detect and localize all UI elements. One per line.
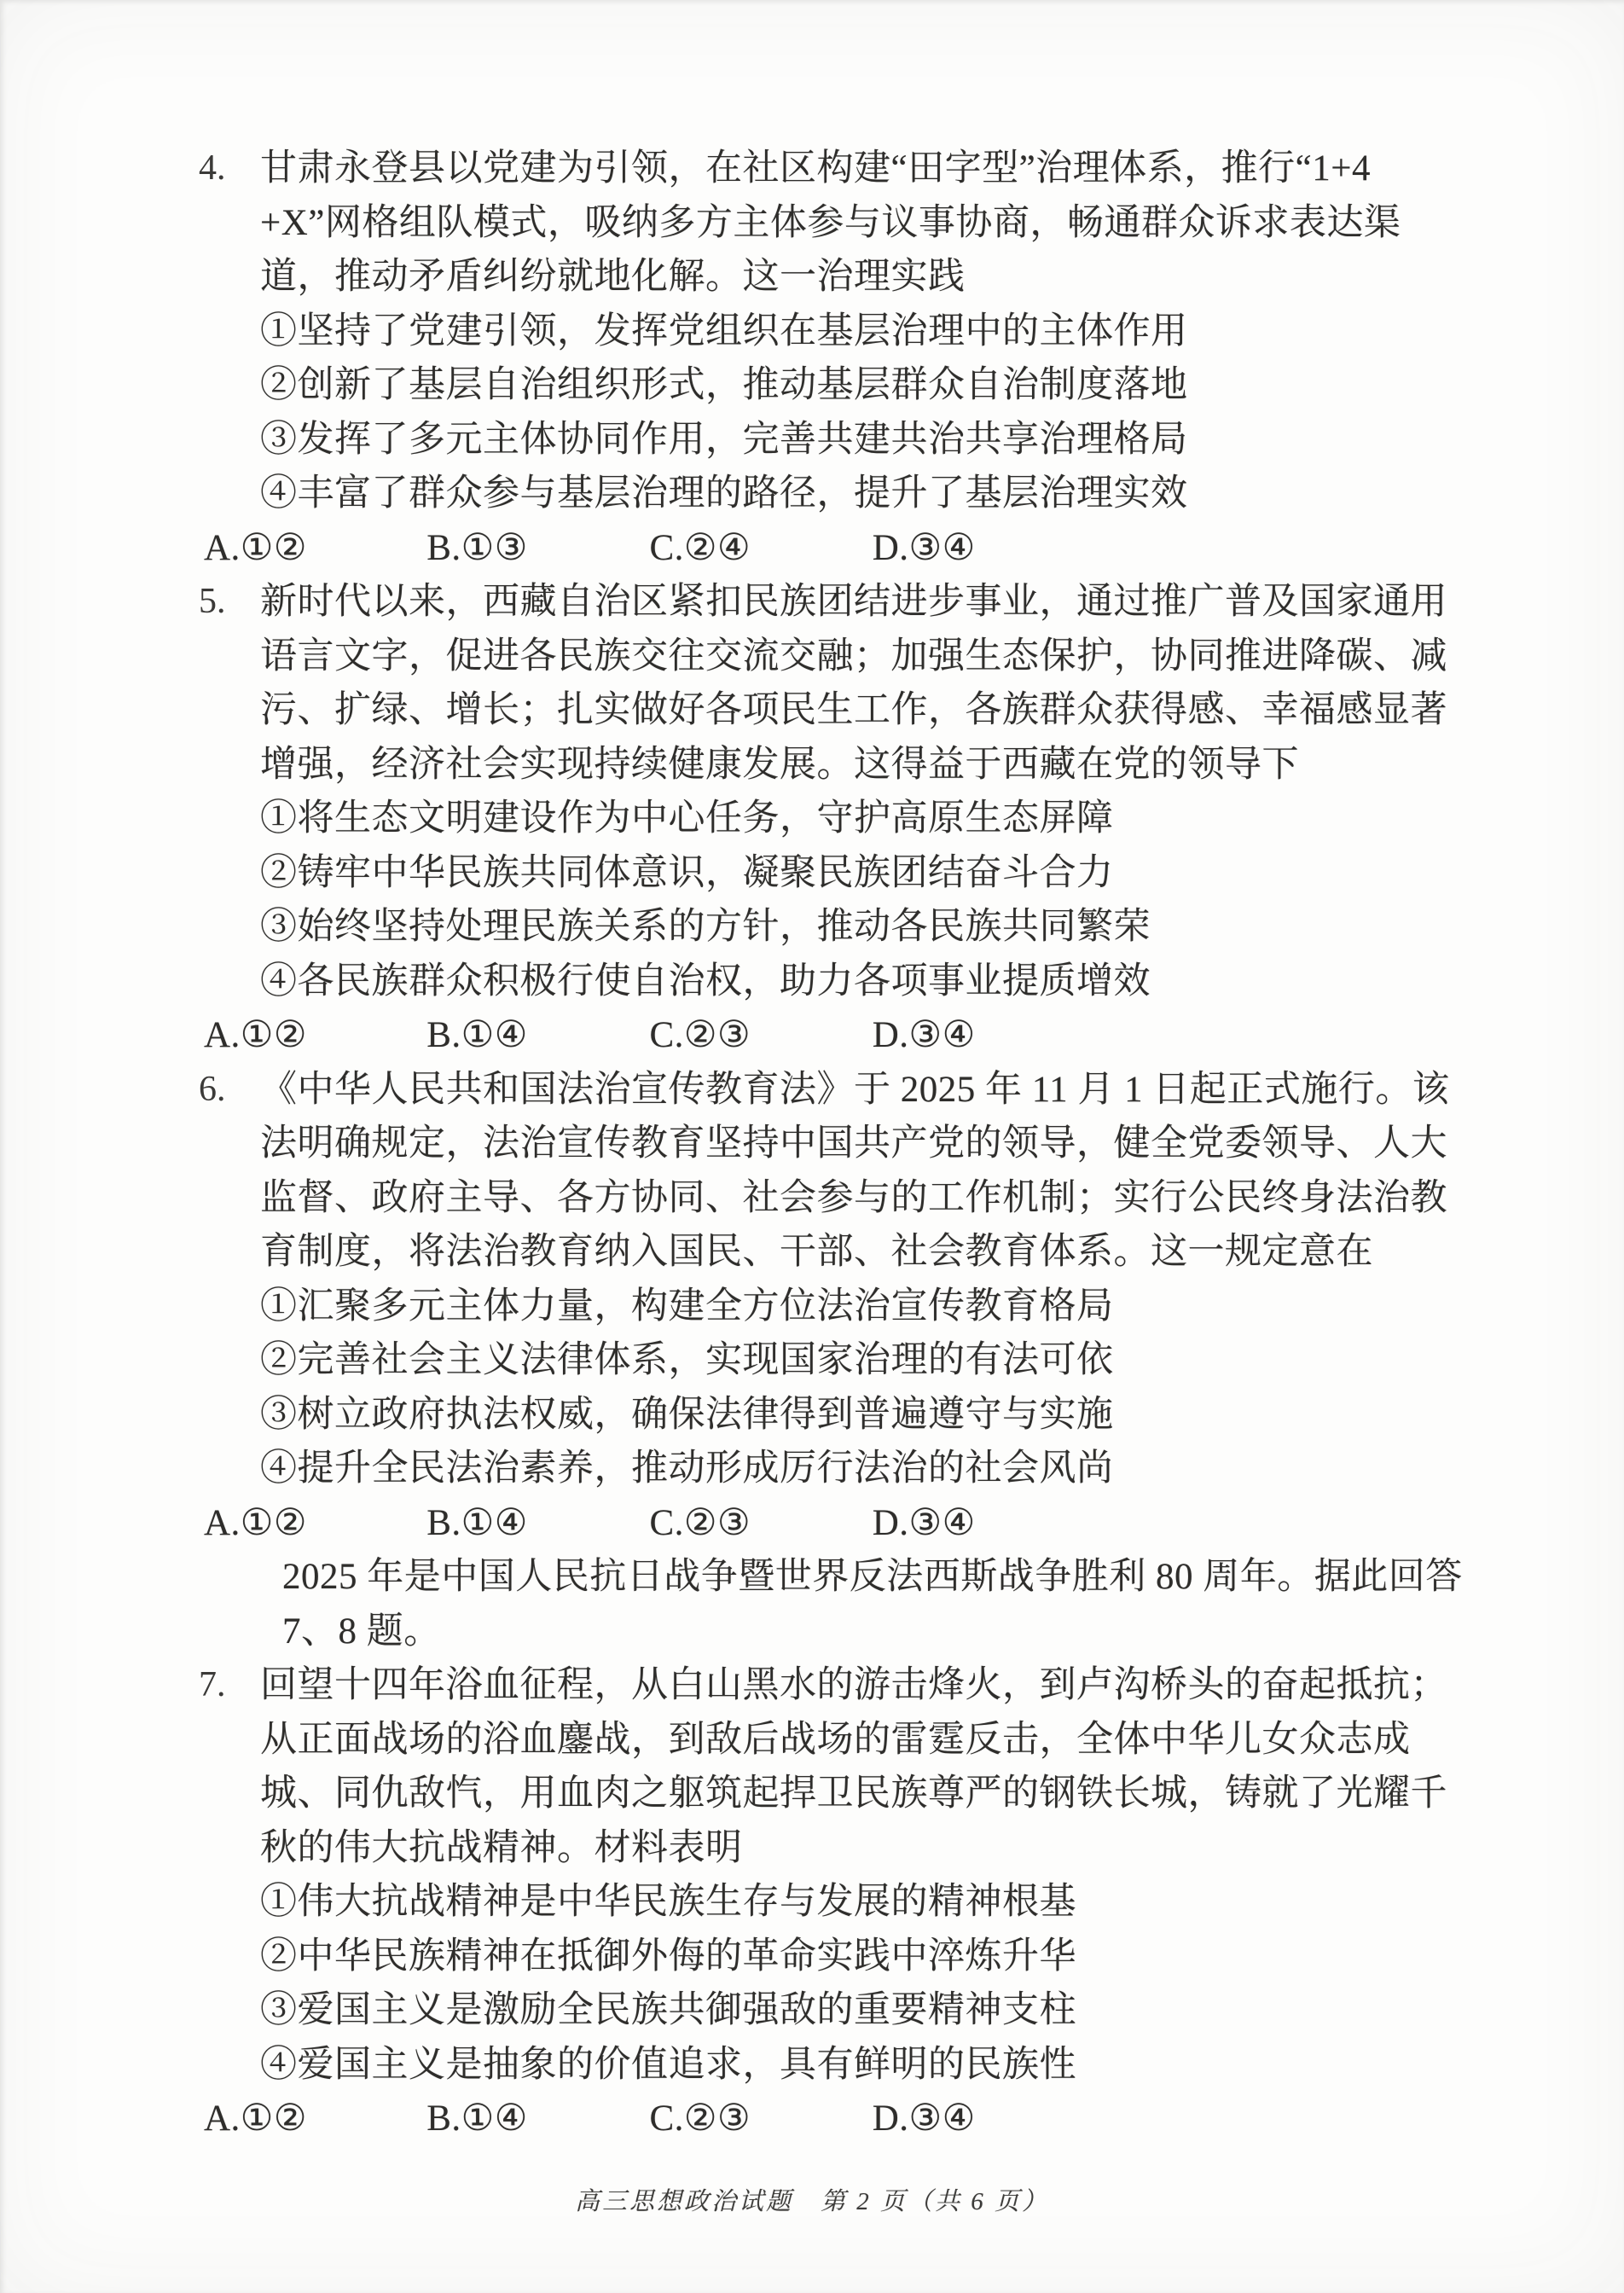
page-footer: 高三思想政治试题 第 2 页（共 6 页）: [574, 2188, 1049, 2215]
choice-c: C.②④: [649, 527, 751, 568]
stem-line: 育制度，将法治教育纳入国民、干部、社会教育体系。这一规定意在: [260, 1232, 1373, 1272]
choice-row: [204, 2092, 1471, 2146]
choice-a: A.①②: [204, 1015, 307, 1055]
stem-line: 增强，经济社会实现持续健康发展。这得益于西藏在党的领导下: [260, 744, 1299, 785]
stem-line: 《中华人民共和国法治宣传教育法》于 2025 年 11 月 1 日起正式施行。该: [260, 1069, 1450, 1110]
option-line-3: ③爱国主义是激励全民族共御强敌的重要精神支柱: [260, 1990, 1076, 2030]
question-number: 5.: [199, 582, 226, 621]
choice-row: [204, 1496, 1471, 1551]
choice-a: A.①②: [204, 2099, 307, 2139]
option-line-2: ②完善社会主义法律体系，实现国家治理的有法可依: [260, 1340, 1114, 1380]
stem-line: 道，推动矛盾纠纷就地化解。这一治理实践: [260, 257, 966, 297]
question-number: 7.: [199, 1665, 226, 1704]
choice-a: A.①②: [204, 1502, 307, 1543]
option-line-1: ①伟大抗战精神是中华民族生存与发展的精神根基: [260, 1882, 1076, 1922]
choice-row: [204, 521, 1471, 576]
intro-line: 7、8 题。: [282, 1611, 441, 1652]
option-line-2: ②铸牢中华民族共同体意识，凝聚民族团结奋斗合力: [260, 852, 1114, 893]
choice-row: [204, 1008, 1471, 1063]
option-line-1: ①坚持了党建引领，发挥党组织在基层治理中的主体作用: [260, 311, 1188, 351]
exam-content: [199, 142, 1471, 2146]
choice-b: B.①④: [426, 1015, 528, 1055]
stem-line: 甘肃永登县以党建为引领，在社区构建“田字型”治理体系，推行“1+4: [260, 148, 1372, 189]
stem-line: 新时代以来，西藏自治区紧扣民族团结进步事业，通过推广普及国家通用: [260, 582, 1447, 622]
choice-c: C.②③: [649, 2099, 751, 2139]
stem-line: 语言文字，促进各民族交往交流交融；加强生态保护，协同推进降碳、减: [260, 636, 1447, 676]
stem-line: 秋的伟大抗战精神。材料表明: [260, 1827, 743, 1868]
option-line-1: ①将生态文明建设作为中心任务，守护高原生态屏障: [260, 798, 1114, 839]
question-6: [199, 1063, 1471, 1551]
stem-line: 从正面战场的浴血鏖战，到敌后战场的雷霆反击，全体中华儿女众志成: [260, 1719, 1411, 1760]
choice-d: D.③④: [872, 527, 976, 568]
question-5: [199, 575, 1471, 1063]
option-line-4: ④各民族群众积极行使自治权，助力各项事业提质增效: [260, 961, 1151, 1001]
option-line-3: ③树立政府执法权威，确保法律得到普遍遵守与实施: [260, 1394, 1114, 1435]
option-line-4: ④丰富了群众参与基层治理的路径，提升了基层治理实效: [260, 473, 1188, 514]
option-line-3: ③始终坚持处理民族关系的方针，推动各民族共同繁荣: [260, 907, 1151, 947]
option-line-1: ①汇聚多元主体力量，构建全方位法治宣传教育格局: [260, 1286, 1114, 1326]
intro-paragraph-7-8: [260, 1550, 1471, 1658]
question-4: [199, 142, 1471, 575]
choice-c: C.②③: [649, 1502, 751, 1543]
choice-b: B.①③: [426, 527, 528, 568]
question-number: 4.: [199, 148, 226, 188]
option-line-3: ③发挥了多元主体协同作用，完善共建共治共享治理格局: [260, 419, 1188, 460]
intro-line: 2025 年是中国人民抗日战争暨世界反法西斯战争胜利 80 周年。据此回答: [282, 1557, 1463, 1597]
option-line-4: ④爱国主义是抽象的价值追求，具有鲜明的民族性: [260, 2044, 1076, 2085]
option-line-4: ④提升全民法治素养，推动形成厉行法治的社会风尚: [260, 1448, 1114, 1489]
stem-line: 监督、政府主导、各方协同、社会参与的工作机制；实行公民终身法治教: [260, 1177, 1447, 1218]
option-line-2: ②中华民族精神在抵御外侮的革命实践中淬炼升华: [260, 1936, 1076, 1977]
stem-line: 污、扩绿、增长；扎实做好各项民生工作，各族群众获得感、幸福感显著: [260, 690, 1447, 730]
choice-b: B.①④: [426, 2099, 528, 2139]
stem-line: 城、同仇敌忾，用血肉之躯筑起捍卫民族尊严的钢铁长城，铸就了光耀千: [260, 1773, 1447, 1814]
choice-d: D.③④: [872, 1015, 976, 1055]
stem-line: +X”网格组队模式，吸纳多方主体参与议事协商，畅通群众诉求表达渠: [260, 202, 1401, 243]
choice-d: D.③④: [872, 1502, 976, 1543]
choice-c: C.②③: [649, 1015, 751, 1055]
choice-a: A.①②: [204, 527, 307, 568]
option-line-2: ②创新了基层自治组织形式，推动基层群众自治制度落地: [260, 365, 1188, 405]
question-7: [199, 1658, 1471, 2146]
stem-line: 法明确规定，法治宣传教育坚持中国共产党的领导，健全党委领导、人大: [260, 1123, 1447, 1164]
stem-line: 回望十四年浴血征程，从白山黑水的游击烽火，到卢沟桥头的奋起抵抗；: [260, 1665, 1447, 1705]
choice-d: D.③④: [872, 2099, 976, 2139]
question-number: 6.: [199, 1069, 226, 1109]
choice-b: B.①④: [426, 1502, 528, 1543]
